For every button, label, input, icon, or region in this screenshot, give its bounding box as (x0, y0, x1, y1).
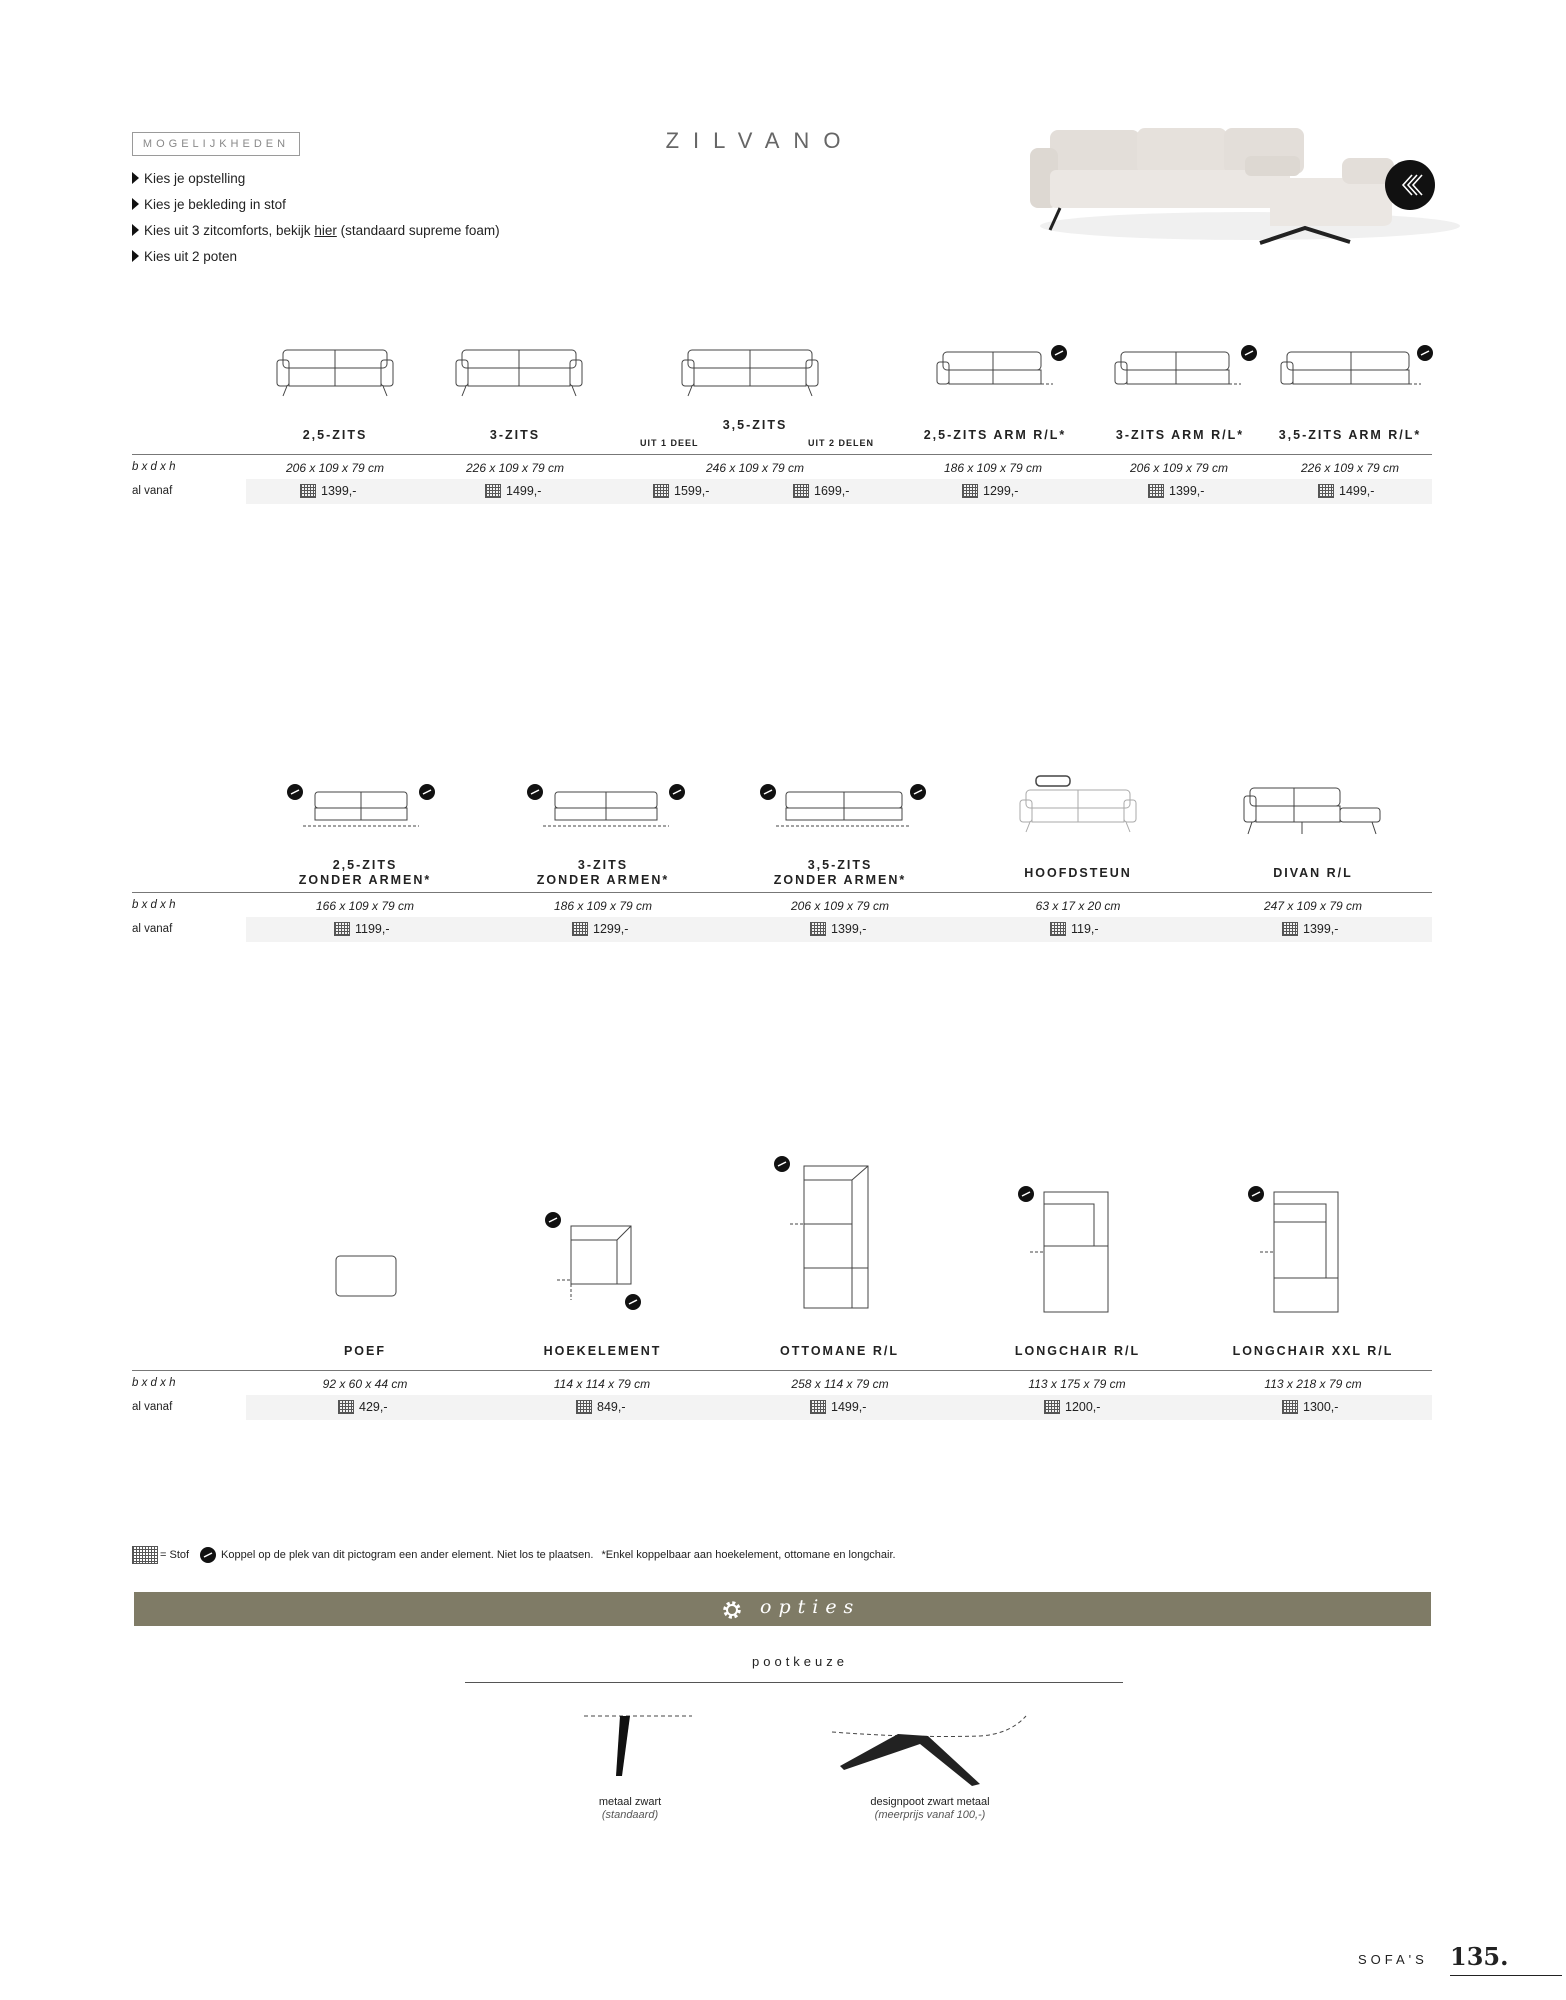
headrest-icon (1018, 774, 1138, 836)
section-label: SOFA'S (1358, 1952, 1428, 1967)
item-dims: 166 x 109 x 79 cm (315, 899, 415, 913)
item-dims: 226 x 109 x 79 cm (1300, 461, 1400, 475)
option-bullet: Kies uit 3 zitcomforts, bekijk hier (standaard supreme foam) (132, 217, 500, 243)
fabric-swatch-icon (1044, 1400, 1060, 1414)
item-name: 2,5-ZITS ARM R/L* (923, 428, 1067, 442)
fabric-swatch-icon (810, 1400, 826, 1414)
price-row-label: al vanaf (132, 1401, 173, 1413)
table-divider (132, 454, 1432, 455)
longchair-icon (1014, 1182, 1114, 1316)
item-dims: 206 x 109 x 79 cm (1129, 461, 1229, 475)
option-bullet: Kies je opstelling (132, 165, 500, 191)
item-dims: 113 x 175 x 79 cm (1028, 1377, 1126, 1391)
leg-design-icon (830, 1712, 1030, 1792)
item-name: 3,5-ZITS ZONDER ARMEN* (773, 858, 907, 887)
fabric-swatch-icon (1282, 922, 1298, 936)
item-dims: 113 x 218 x 79 cm (1264, 1377, 1362, 1391)
item-dims: 258 x 114 x 79 cm (791, 1377, 889, 1391)
legend-note: *Enkel koppelbaar aan hoekelement, ottomane en longchair. (601, 1549, 896, 1561)
item-dims: 186 x 109 x 79 cm (943, 461, 1043, 475)
item-dims: 186 x 109 x 79 cm (553, 899, 653, 913)
options-list (132, 165, 500, 269)
fabric-swatch-icon (1148, 484, 1164, 498)
item-price: 1599,- (653, 484, 709, 498)
page-number-rule (1450, 1975, 1562, 1976)
item-price: 1499,- (485, 484, 541, 498)
price-row-label: al vanaf (132, 485, 173, 497)
item-name: 3-ZITS ZONDER ARMEN* (536, 858, 670, 887)
sofa-25-arm-icon (935, 344, 1070, 394)
sofa-3-no-arms-icon (525, 782, 690, 832)
item-price: 1299,- (962, 484, 1018, 498)
leg-metal-black-icon (582, 1712, 694, 1782)
triangle-bullet-icon (132, 250, 139, 262)
leg-choice-title: pootkeuze (752, 1654, 848, 1669)
item-dims: 247 x 109 x 79 cm (1263, 899, 1363, 913)
pouf-icon (334, 1254, 398, 1298)
fabric-swatch-icon (338, 1400, 354, 1414)
item-price: 1199,- (334, 922, 390, 936)
fabric-swatch-icon (1050, 922, 1066, 936)
table-divider (132, 1370, 1432, 1371)
item-name: 3,5-ZITS ARM R/L* (1278, 428, 1422, 442)
back-arrow-icon (1385, 160, 1435, 210)
table-divider (132, 892, 1432, 893)
item-name: 2,5-ZITS (302, 428, 368, 442)
page-number: 135. (1450, 1942, 1509, 1971)
dims-row-label: b x d x h (132, 1377, 176, 1389)
item-dims: 226 x 109 x 79 cm (465, 461, 565, 475)
item-price: 119,- (1050, 922, 1099, 936)
triangle-bullet-icon (132, 172, 139, 184)
fabric-swatch-icon (334, 922, 350, 936)
item-name: LONGCHAIR R/L (1014, 1344, 1141, 1358)
item-variant-label: UIT 1 DEEL (640, 438, 699, 448)
item-price: 849,- (576, 1400, 626, 1414)
triangle-bullet-icon (132, 198, 139, 210)
gear-icon (720, 1598, 744, 1622)
divan-icon (1242, 782, 1384, 838)
sofa-35-no-arms-icon (758, 782, 933, 832)
item-dims: 92 x 60 x 44 cm (322, 1377, 408, 1391)
item-price: 1399,- (300, 484, 356, 498)
section-tag: MOGELIJKHEDEN (132, 132, 300, 156)
item-name: HOOFDSTEUN (1024, 866, 1132, 880)
fabric-swatch-icon (572, 922, 588, 936)
link-icon (199, 1546, 217, 1564)
item-name: 3-ZITS (489, 428, 541, 442)
item-price: 1699,- (793, 484, 849, 498)
back-button[interactable] (1385, 160, 1435, 210)
ottoman-icon (770, 1152, 872, 1312)
item-dims: 114 x 114 x 79 cm (553, 1377, 651, 1391)
item-price: 1499,- (1318, 484, 1374, 498)
item-name: 2,5-ZITS ZONDER ARMEN* (298, 858, 432, 887)
item-price: 1399,- (810, 922, 866, 936)
leg-option: metaal zwart (standaard) (598, 1796, 662, 1821)
item-price: 1200,- (1044, 1400, 1100, 1414)
item-price: 1299,- (572, 922, 628, 936)
dims-row-label: b x d x h (132, 461, 176, 473)
sofa-3-arm-icon (1113, 344, 1258, 394)
fabric-swatch-icon (576, 1400, 592, 1414)
legend (132, 1546, 896, 1564)
item-price: 1399,- (1282, 922, 1338, 936)
fabric-swatch-icon (300, 484, 316, 498)
legend-stof: = Stof (160, 1549, 190, 1561)
fabric-swatch-icon (1318, 484, 1334, 498)
sofa-25-icon (275, 348, 395, 398)
fabric-swatch-icon (810, 922, 826, 936)
item-dims: 206 x 109 x 79 cm (285, 461, 385, 475)
price-row-label: al vanaf (132, 923, 173, 935)
item-name: HOEKELEMENT (543, 1344, 662, 1358)
item-name: DIVAN R/L (1273, 866, 1353, 880)
sofa-35-arm-icon (1279, 344, 1439, 394)
product-title: ZILVANO (665, 128, 855, 153)
comfort-link[interactable]: hier (314, 222, 337, 238)
item-price: 1300,- (1282, 1400, 1338, 1414)
longchair-xxl-icon (1244, 1182, 1344, 1316)
triangle-bullet-icon (132, 224, 139, 236)
item-name: 3,5-ZITS (722, 418, 788, 432)
item-name: 3-ZITS ARM R/L* (1115, 428, 1245, 442)
fabric-swatch-icon (1282, 1400, 1298, 1414)
options-title: opties (760, 1596, 861, 1618)
sofa-photo (1020, 118, 1440, 278)
item-variant-label: UIT 2 DELEN (808, 438, 875, 448)
item-price: 429,- (338, 1400, 388, 1414)
leg-option: designpoot zwart metaal (meerprijs vanaf 100,-) (870, 1796, 990, 1821)
item-dims: 206 x 109 x 79 cm (790, 899, 890, 913)
item-name: OTTOMANE R/L (780, 1344, 899, 1358)
fabric-swatch-icon (962, 484, 978, 498)
item-price: 1499,- (810, 1400, 866, 1414)
fabric-swatch-icon (132, 1546, 158, 1564)
fabric-swatch-icon (793, 484, 809, 498)
option-bullet: Kies je bekleding in stof (132, 191, 500, 217)
item-price: 1399,- (1148, 484, 1204, 498)
legend-koppel: Koppel op de plek van dit pictogram een ander element. Niet los te plaatsen. (221, 1549, 594, 1561)
fabric-swatch-icon (485, 484, 501, 498)
sofa-35-icon (680, 348, 820, 398)
corner-element-icon (541, 1208, 645, 1314)
dims-row-label: b x d x h (132, 899, 176, 911)
sofa-3-icon (454, 348, 584, 398)
item-dims: 246 x 109 x 79 cm (705, 461, 805, 475)
item-dims: 63 x 17 x 20 cm (1035, 899, 1121, 913)
option-bullet: Kies uit 2 poten (132, 243, 500, 269)
fabric-swatch-icon (653, 484, 669, 498)
item-name: LONGCHAIR XXL R/L (1232, 1344, 1394, 1358)
sofa-25-no-arms-icon (285, 782, 440, 832)
leg-choice-divider (465, 1682, 1123, 1683)
item-name: POEF (343, 1344, 387, 1358)
